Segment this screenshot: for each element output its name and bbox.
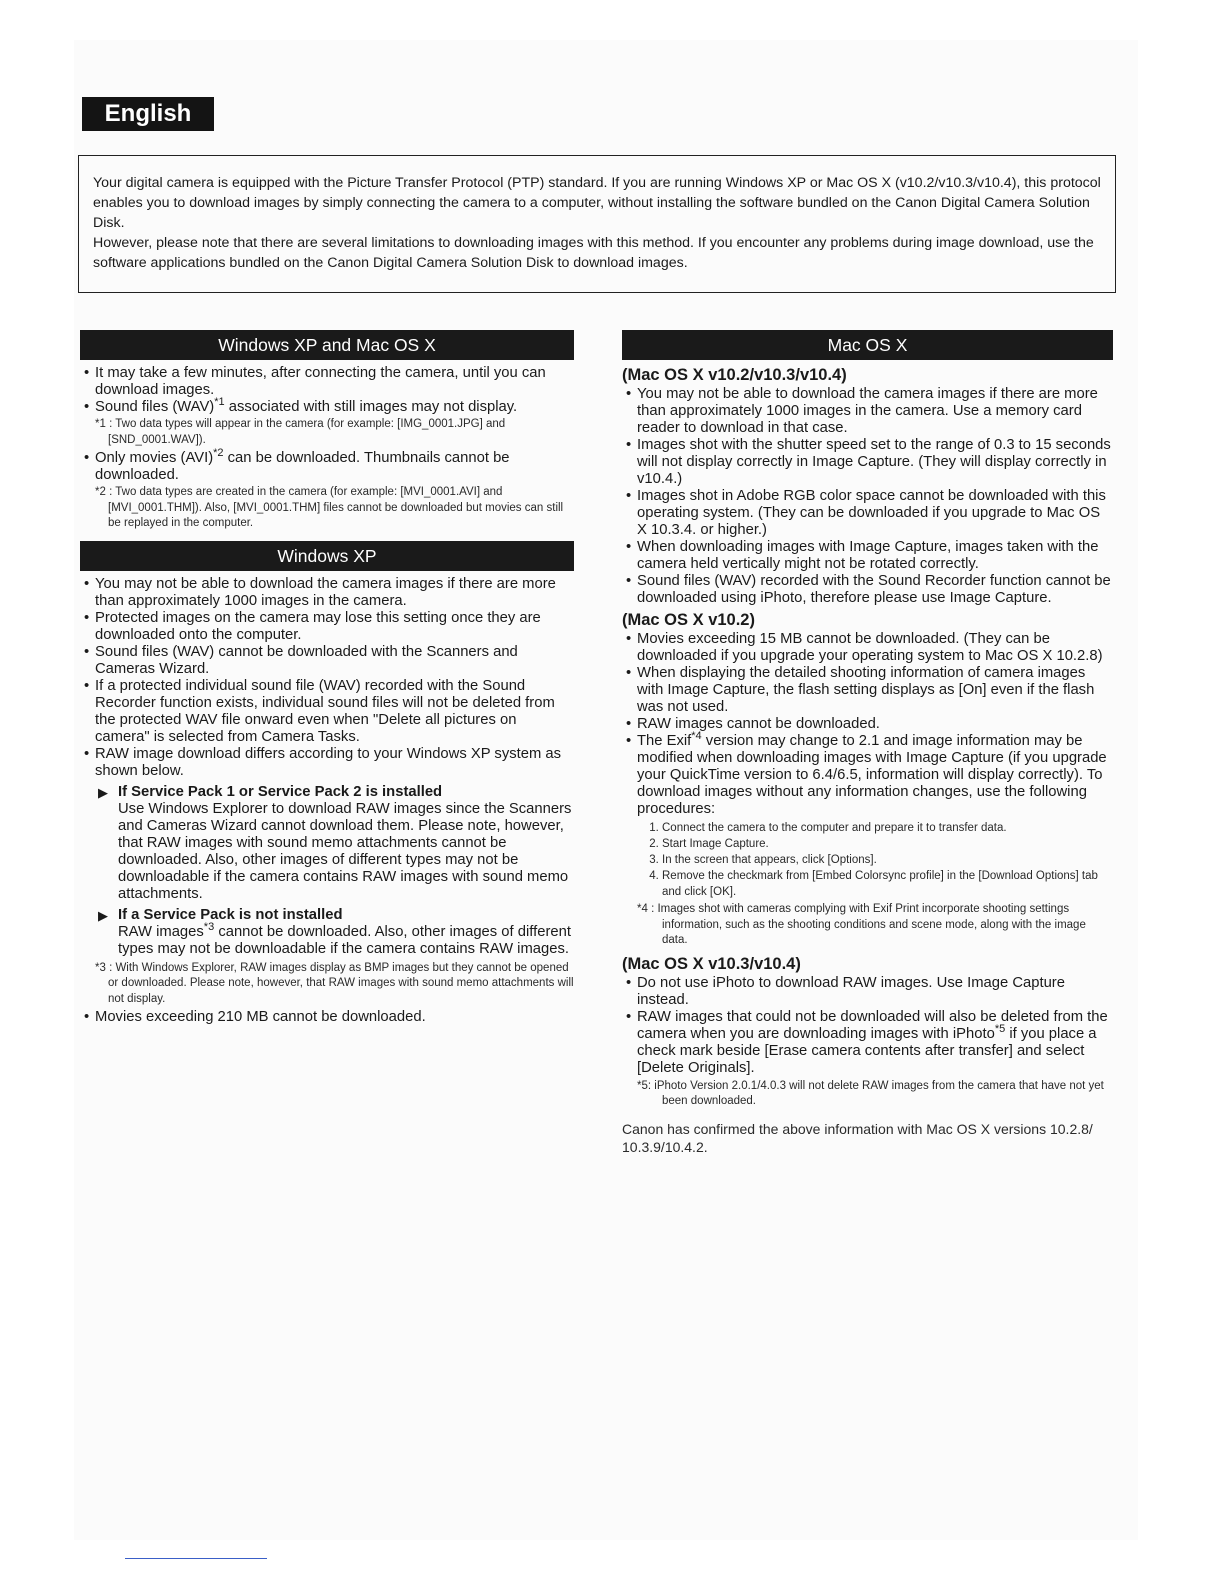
bullet-item — [80, 396, 574, 416]
footnote-ref: *4 — [691, 730, 702, 743]
bullet-item: • RAW image download differs according to your Windows XP system as shown below. — [80, 746, 574, 780]
section-heading-mac-os-x: Mac OS X — [622, 330, 1113, 360]
intro-paragraph-2: However, please note that there are several limitations to downloading images with this method. If you encounter any problems during image download, use the software applications bundled on the Canon Digital Camera Solution Disk to download images. — [93, 235, 1094, 271]
bullet-item — [80, 447, 574, 484]
bullet-item: • Movies exceeding 15 MB cannot be downloaded. (They can be downloaded if you upgrade your operating system to Mac OS X 10.2.8) — [622, 631, 1113, 665]
bullet-text: Only movies (AVI) — [95, 450, 214, 466]
bullet-list — [80, 1009, 574, 1026]
bullet-item: • It may take a few minutes, after connecting the camera, until you can download images. — [80, 365, 574, 399]
intro-box — [78, 155, 1116, 293]
footnote-3: *3 : With Windows Explorer, RAW images display as BMP images but they cannot be opened or downloaded. Please note, however, that RAW images with sound memo attachments will not display. — [95, 961, 574, 1005]
bullet-item: • Do not use iPhoto to download RAW images. Use Image Capture instead. — [622, 975, 1113, 1009]
bullet-list — [80, 365, 574, 532]
right-column — [622, 330, 1113, 1156]
service-pack-1-block — [80, 784, 574, 903]
bottom-rule — [125, 1558, 267, 1559]
service-pack-1-title: ▶ If Service Pack 1 or Service Pack 2 is installed — [98, 784, 574, 801]
body-text: cannot be downloaded. Also, other images of different types may not be downloadable if the camera contains RAW images. — [118, 923, 571, 957]
bullet-list — [622, 631, 1113, 818]
subheading-v10-2: (Mac OS X v10.2) — [622, 611, 755, 629]
footnote-1: *1 : Two data types will appear in the camera (for example: [IMG_0001.JPG] and [SND_0001.WAV]). — [95, 418, 506, 446]
bullet-text: if you place a check mark beside [Erase camera contents after transfer] and select [Delete Originals]. — [637, 1025, 1097, 1076]
footnote-4: *4 : Images shot with cameras complying with Exif Print incorporate shooting settings information, such as the shooting conditions and scene mode, along with the image data. — [637, 903, 1086, 946]
section-heading-windows-xp-and-mac: Windows XP and Mac OS X — [80, 330, 574, 360]
footnote-ref: *1 — [214, 396, 225, 409]
confirmation-note: Canon has confirmed the above information with Mac OS X versions 10.2.8/ 10.3.9/10.4.2. — [622, 1120, 1093, 1155]
service-pack-none-title: ▶ If a Service Pack is not installed — [98, 907, 574, 924]
section-heading-windows-xp: Windows XP — [80, 541, 574, 571]
bullet-text: version may change to 2.1 and image information may be modified when downloading images with Image Capture (if you upgrade your QuickTime version to 6.4/6.5, information will display correctly). To download images without any information changes, use the following procedures: — [637, 733, 1107, 817]
bullet-text: can be downloaded. Thumbnails cannot be downloaded. — [95, 450, 510, 483]
footnote-ref: *2 — [213, 447, 224, 460]
bullet-item — [622, 1009, 1113, 1077]
step-item: 3. In the screen that appears, click [Options]. — [662, 852, 1113, 868]
bullet-item: • You may not be able to download the camera images if there are more than approximately 1000 images in the camera. — [80, 576, 574, 610]
body-text: RAW images — [118, 923, 204, 940]
bullet-item: • RAW images cannot be downloaded. — [622, 716, 1113, 733]
bullet-item: • Protected images on the camera may lose this setting once they are downloaded onto the computer. — [80, 610, 574, 644]
bullet-item: • Images shot with the shutter speed set to the range of 0.3 to 15 seconds will not display correctly in Image Capture. (They will display correctly in v10.4.) — [622, 437, 1113, 488]
bullet-item: • When downloading images with Image Capture, images taken with the camera held vertically might not be rotated correctly. — [622, 539, 1113, 573]
service-pack-1-body: Use Windows Explorer to download RAW images since the Scanners and Cameras Wizard cannot download them. Please note, however, that RAW images with sound memo attachments cannot be downloaded. Also, other images of different types may not be downloadable if the camera contains RAW images with sound memo attachments. — [118, 800, 572, 902]
bullet-list — [80, 576, 574, 780]
footnote-ref: *3 — [203, 920, 215, 933]
bullet-item: • You may not be able to download the camera images if there are more than approximately 1000 images in the camera. Use a memory card reader to download in that case. — [622, 386, 1113, 437]
bullet-item: • Sound files (WAV) cannot be downloaded with the Scanners and Cameras Wizard. — [80, 644, 574, 678]
service-pack-none-block — [80, 907, 574, 958]
service-pack-none-body — [98, 920, 574, 958]
subheading-v10-2-3-4: (Mac OS X v10.2/v10.3/v10.4) — [622, 366, 847, 384]
bullet-item: • Sound files (WAV) recorded with the Sound Recorder function cannot be downloaded using iPhoto, therefore please use Image Capture. — [622, 573, 1113, 607]
left-column — [80, 330, 574, 1026]
subheading-v10-3-4: (Mac OS X v10.3/v10.4) — [622, 954, 801, 973]
bullet-text: RAW images that could not be downloaded will also be deleted from the camera when you are downloading images with iPhoto — [637, 1008, 1108, 1042]
bullet-item: • Images shot in Adobe RGB color space cannot be downloaded with this operating system. (They can be downloaded if you upgrade to Mac OS X 10.3.4. or higher.) — [622, 488, 1113, 539]
bullet-text: Sound files (WAV) — [95, 399, 215, 415]
bullet-list — [622, 386, 1113, 607]
intro-paragraph-1: Your digital camera is equipped with the Picture Transfer Protocol (PTP) standard. If you are running Windows XP or Mac OS X (v10.2/v10.3/v10.4), this protocol enables you to download images by simply connecting the camera to a computer, without installing the software bundled on the Canon Digital Camera Solution Disk. — [93, 175, 1101, 231]
bullet-item: • Movies exceeding 210 MB cannot be downloaded. — [80, 1009, 574, 1026]
bullet-text: The Exif — [637, 733, 692, 749]
bullet-item — [622, 730, 1113, 818]
step-item: 4. Remove the checkmark from [Embed Colorsync profile] in the [Download Options] tab and click [OK]. — [662, 868, 1113, 900]
procedure-steps — [622, 820, 1113, 900]
footnote-5: *5: iPhoto Version 2.0.1/4.0.3 will not delete RAW images from the camera that have not yet been downloaded. — [637, 1079, 1104, 1107]
bullet-text: associated with still images may not display. — [224, 399, 518, 415]
footnote-ref: *5 — [994, 1022, 1006, 1035]
step-item: 1. Connect the camera to the computer and prepare it to transfer data. — [662, 820, 1113, 836]
step-item: 2. Start Image Capture. — [662, 836, 1113, 852]
bullet-list — [622, 975, 1113, 1077]
footnote-2: *2 : Two data types are created in the camera (for example: [MVI_0001.AVI] and [MVI_0001.THM]). Also, [MVI_0001.THM] files cannot be downloaded but movies can still be replayed in the computer. — [95, 486, 564, 529]
bullet-item: • If a protected individual sound file (WAV) recorded with the Sound Recorder function exists, individual sound files will not be deleted from the protected WAV file onward even when "Delete all pictures on camera" is selected from Camera Tasks. — [80, 678, 574, 746]
language-tag: English — [82, 97, 214, 131]
bullet-item: • When displaying the detailed shooting information of camera images with Image Capture, the flash setting displays as [On] even if the flash was not used. — [622, 665, 1113, 716]
